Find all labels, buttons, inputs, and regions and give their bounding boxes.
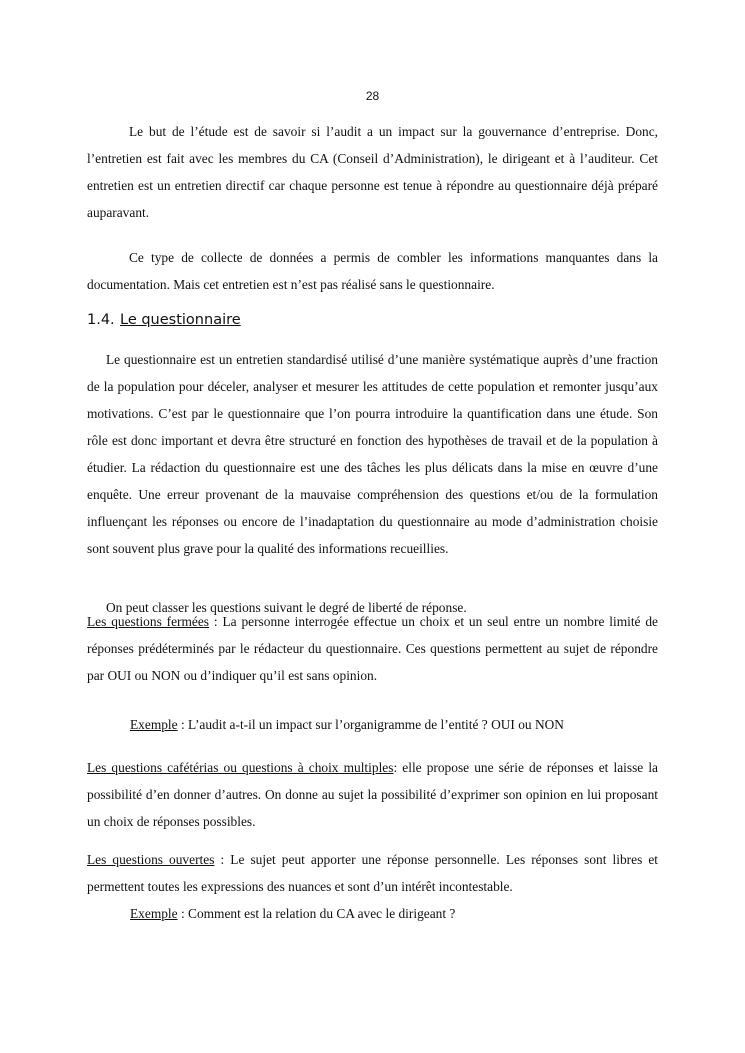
open-questions-label: Les questions ouvertes	[87, 852, 215, 867]
closed-questions-example	[130, 711, 658, 738]
open-questions-block	[87, 846, 658, 900]
cafeteria-questions-description: : elle propose une série de réponses et laisse la possibilité d’en donner d’autres. On donne au sujet la possibilité d’exprimer son opinion en lui proposant un choix de réponses possibles.	[87, 760, 659, 829]
paragraph-text: Le questionnaire est un entretien standardisé utilisé d’une manière systématique auprès d’une fraction de la population pour déceler, analyser et mesurer les attitudes de cette population et remonter jusqu’aux motivations. C’est par le questionnaire que l’on pourra introduire la quantification dans une étude. Son rôle est donc important et devra être structuré en fonction des hypothèses de travail et de la population à étudier. La rédaction du questionnaire est une des tâches les plus délicats dans la mise en œuvre d’une enquête. Une erreur provenant de la mauvaise compréhension des questions et/ou de la formulation influençant les réponses ou encore de l’inadaptation du questionnaire au mode d’administration choisie sont souvent plus grave pour la qualité des informations recueillies.	[87, 352, 658, 556]
closed-questions-description: : La personne interrogée effectue un choix et un seul entre un nombre limité de réponses prédéterminés par le rédacteur du questionnaire. Ces questions permettent au sujet de répondre par OUI ou NON ou d’indiquer qu’il est sans opinion.	[87, 614, 658, 683]
cafeteria-questions-text	[87, 754, 658, 835]
closed-questions-text	[87, 608, 658, 689]
paragraph-questionnaire-definition	[87, 346, 658, 562]
example-text: : L’audit a-t-il un impact sur l’organigramme de l’entité ? OUI ou NON	[177, 717, 564, 732]
example-label: Exemple	[130, 717, 178, 732]
section-title: Le questionnaire	[120, 312, 241, 328]
open-questions-description: : Le sujet peut apporter une réponse personnelle. Les réponses sont libres et permettent toutes les expressions des nuances et sont d’un intérêt incontestable.	[87, 852, 659, 894]
cafeteria-questions-block	[87, 754, 658, 835]
cafeteria-questions-label: Les questions cafétérias ou questions à choix multiples	[87, 760, 394, 775]
paragraph-study-goal	[87, 118, 658, 226]
section-heading	[87, 308, 241, 332]
closed-questions-label: Les questions fermées	[87, 614, 210, 629]
paragraph-text: Ce type de collecte de données a permis de combler les informations manquantes dans la documentation. Mais cet entretien est n’est pas réalisé sans le questionnaire.	[87, 250, 658, 292]
example-label: Exemple	[130, 906, 178, 921]
example-text: : Comment est la relation du CA avec le dirigeant ?	[177, 906, 456, 921]
paragraph-text: Le but de l’étude est de savoir si l’audit a un impact sur la gouvernance d’entreprise. Donc, l’entretien est fait avec les membres du CA (Conseil d’Administration), le dirigeant et à l’auditeur. Cet entretien est un entretien directif car chaque personne est tenue à répondre au questionnaire déjà préparé auparavant.	[87, 124, 658, 220]
open-questions-example	[130, 900, 658, 927]
section-number: 1.4.	[87, 312, 115, 328]
closed-questions-block	[87, 608, 658, 689]
open-questions-text	[87, 846, 658, 900]
paragraph-data-collection	[87, 244, 658, 298]
paragraph-text: On peut classer les questions suivant le degré de liberté de réponse.	[106, 600, 467, 615]
page-number: 28	[365, 89, 380, 103]
